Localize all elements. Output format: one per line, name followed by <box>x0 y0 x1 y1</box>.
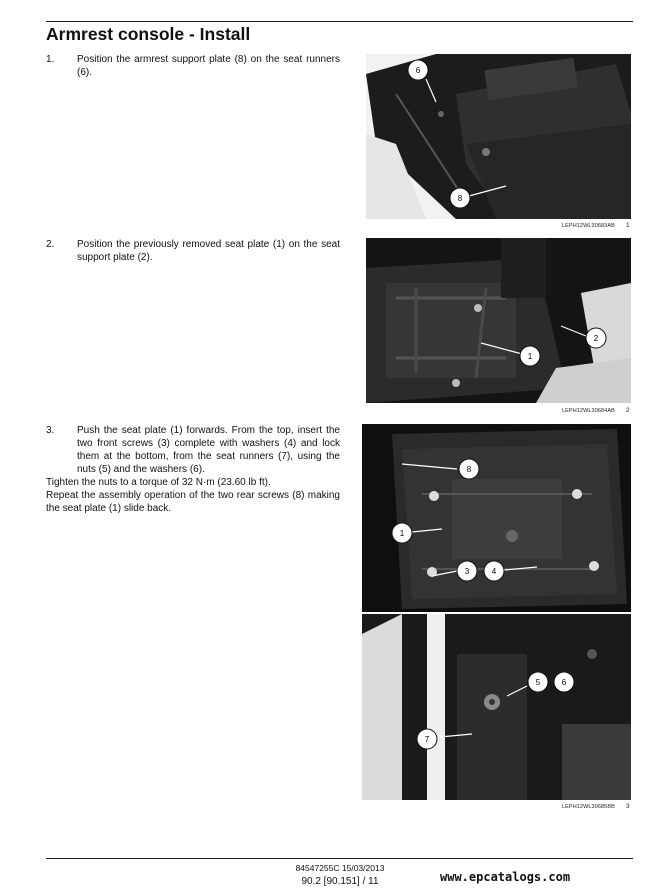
torque-note: Tighten the nuts to a torque of 32 N·m (23.60 lb ft). <box>46 477 271 488</box>
step-1 <box>46 53 340 79</box>
repeat-note: Repeat the assembly operation of the two rear screws (8) making the seat plate (1) slide back. <box>46 490 340 514</box>
svg-text:6: 6 <box>561 678 567 687</box>
step-number: 1. <box>46 54 55 65</box>
svg-text:2: 2 <box>593 334 599 343</box>
svg-text:7: 7 <box>424 735 430 744</box>
svg-text:3: 3 <box>464 567 470 576</box>
step-3 <box>46 424 340 476</box>
svg-text:8: 8 <box>466 465 472 474</box>
svg-text:4: 4 <box>491 567 497 576</box>
watermark-link[interactable]: www.epcatalogs.com <box>440 870 571 884</box>
callout-7 <box>417 729 437 749</box>
step-text: Position the previously removed seat plate (1) on the seat support plate (2). <box>77 239 340 263</box>
callout-6 <box>554 672 574 692</box>
callout-1 <box>520 346 540 366</box>
callout-1 <box>392 523 412 543</box>
step-text: Position the armrest support plate (8) on the seat runners (6). <box>77 54 340 78</box>
figure-2-photo <box>366 238 631 403</box>
top-rule <box>46 21 633 22</box>
svg-text:5: 5 <box>535 678 541 687</box>
figure-3-code: LEPH12WL30685BB <box>562 804 615 810</box>
figure-2-code: LEPH12WL30684AB <box>562 408 615 414</box>
callout-8 <box>450 188 470 208</box>
step-text: Push the seat plate (1) forwards. From the top, insert the two front screws (3) complete with washers (4) and lock them at the bottom, from the seat runners (7), using the nuts (5) and the washers (6). <box>77 425 340 475</box>
callout-3 <box>457 561 477 581</box>
step-number: 3. <box>46 425 55 436</box>
figure-1-number: 1 <box>626 222 630 229</box>
svg-text:6: 6 <box>415 66 421 75</box>
callout-6 <box>408 60 428 80</box>
step-2 <box>46 238 340 264</box>
bottom-rule <box>46 858 633 859</box>
svg-text:8: 8 <box>457 194 463 203</box>
figure-3-number: 3 <box>626 803 630 810</box>
callout-4 <box>484 561 504 581</box>
figure-1-photo <box>366 54 631 219</box>
footer-page-number: 90.2 [90.151] / 11 <box>301 876 379 887</box>
step-number: 2. <box>46 239 55 250</box>
figure-3-photo-bottom <box>362 614 631 800</box>
footer-doc-code: 84547255C 15/03/2013 <box>295 863 385 873</box>
callout-8 <box>459 459 479 479</box>
figure-3-photo-top <box>362 424 631 612</box>
page-title: Armrest console - Install <box>46 24 251 44</box>
callout-2 <box>586 328 606 348</box>
figure-2-number: 2 <box>626 407 630 414</box>
callout-5 <box>528 672 548 692</box>
svg-text:1: 1 <box>399 529 405 538</box>
svg-text:1: 1 <box>527 352 533 361</box>
figure-1-code: LEPH12WL30683AB <box>562 223 615 229</box>
